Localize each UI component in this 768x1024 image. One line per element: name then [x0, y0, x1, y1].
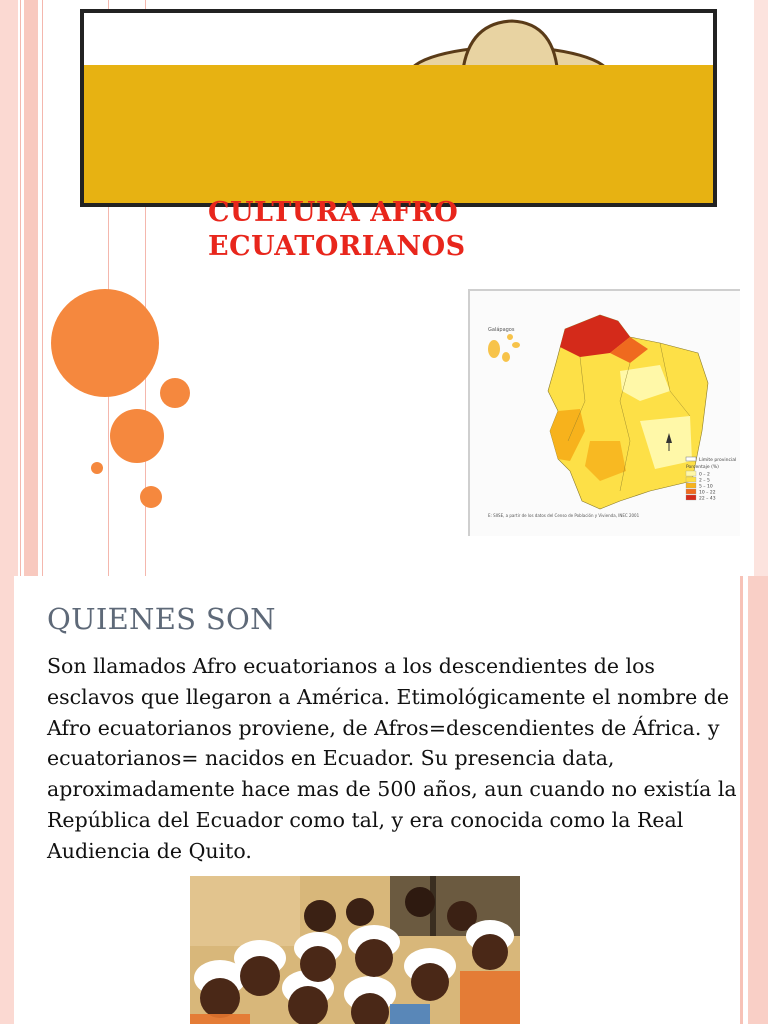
- title-line-1: CULTURA AFRO: [208, 197, 459, 228]
- slide-heading: QUIENES SON: [47, 602, 276, 636]
- legend-title: Porcentaje (%): [686, 465, 719, 470]
- group-photo: [190, 876, 520, 1024]
- decor-circle-large: [51, 289, 159, 397]
- legend-item: 0 – 2: [699, 472, 710, 478]
- right-decor-stripe: [740, 576, 743, 1024]
- banner-yellow-background: [84, 65, 713, 203]
- islands-label: Galápagos: [488, 327, 515, 333]
- slide-quienes-son: [0, 576, 768, 1024]
- legend-note: Límite provincial: [699, 458, 737, 463]
- legend-item: 22 – 43: [699, 496, 716, 502]
- girls-group-photo-icon: [190, 876, 520, 1024]
- ecuador-map: [468, 289, 740, 536]
- decor-circle-small: [160, 378, 190, 408]
- legend-item: 10 – 22: [699, 490, 716, 496]
- map-caption: E: SIISE, a partir de los datos del Censo de Población y Vivienda, INEC 2001: [488, 513, 640, 518]
- legend-item: 2 – 5: [699, 478, 710, 484]
- left-decor-stripe: [42, 0, 43, 576]
- decor-circle-small: [140, 486, 162, 508]
- decor-circle-tiny: [91, 462, 103, 474]
- decor-circle-medium: [110, 409, 164, 463]
- left-decor-band: [24, 0, 38, 576]
- slide-body-text: Son llamados Afro ecuatorianos a los descendientes de los esclavos que llegaron a América. Etimológicamente el nombre de Afro ecuatorianos proviene, de Afros=descendientes de África. y ecuatorianos= nacidos en Ecuador. Su presencia data, aproximadamente hace mas de 500 años, aun cuando no existía la República del Ecuador como tal, y era conocida como la Real Audiencia de Quito.: [47, 654, 737, 863]
- right-decor-band: [748, 576, 768, 1024]
- slide-title: [208, 196, 628, 264]
- right-decor-band: [754, 0, 768, 576]
- legend-item: 5 – 10: [699, 484, 713, 490]
- left-decor-stripe: [20, 0, 21, 576]
- title-line-2: ECUATORIANOS: [208, 231, 466, 262]
- left-decor-band: [0, 576, 14, 1024]
- banner-illustration: [80, 9, 717, 207]
- left-decor-band: [0, 0, 18, 576]
